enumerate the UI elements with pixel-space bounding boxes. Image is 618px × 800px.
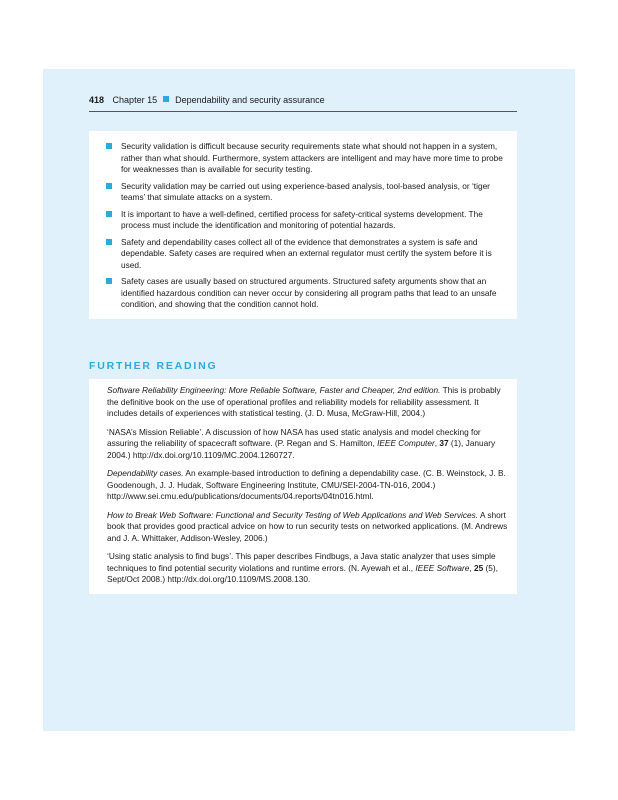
further-reading-box: [89, 379, 517, 594]
bullet-square-icon: [106, 143, 112, 149]
bullet-square-icon: [106, 278, 112, 284]
reading-entry: ‘NASA’s Mission Reliable’. A discussion of how NASA has used static analysis and model checking for assuring the reliability of spacecraft software. (P. Regan and S. Hamilton, IEEE Computer, 37 (1), January 2004.) http://dx.doi.org/10.1109/MC.2004.1260727.: [107, 426, 496, 460]
key-point: Security validation is difficult because security requirements state what should not happen in a system, rather than what should. Furthermore, system attackers are intelligent and may have more time to probe for weaknesses than is available for security testing.: [106, 141, 509, 176]
key-point: It is important to have a well-defined, certified process for safety-critical systems development. The process must include the identification and monitoring of potential hazards.: [106, 209, 509, 232]
book-page: [43, 69, 575, 731]
bullet-square-icon: [106, 211, 112, 217]
key-points-box: [89, 131, 517, 319]
reading-entry: How to Break Web Software: Functional and Security Testing of Web Applications and Web Services. A short book that provides good practical advice on how to run security tests on networked applications. (M. Andrews and J. A. Whittaker, Addison-Wesley, 2006.): [107, 509, 508, 543]
key-point: Safety cases are usually based on structured arguments. Structured safety arguments show that an identified hazardous condition can never occur by considering all program paths that lead to an unsafe condition, and showing that the condition cannot hold.: [106, 276, 509, 311]
reading-entry: Dependability cases. An example-based introduction to defining a dependability case. (C. B. Weinstock, J. B. Goodenough, J. J. Hudak, Software Engineering Institute, CMU/SEI-2004-TN-016, 2004.) http://www.sei.cmu.edu/publications/documents/04.reports/04tn016.html.: [107, 468, 506, 501]
bullet-square-icon: [106, 239, 112, 245]
chapter-title: Dependability and security assurance: [175, 95, 325, 105]
chapter-label: Chapter 15: [112, 95, 158, 105]
running-header: [89, 95, 517, 112]
bullet-square-icon: [106, 183, 112, 189]
further-reading-heading: FURTHER READING: [89, 360, 218, 372]
header-square-icon: [163, 96, 169, 102]
key-point: Security validation may be carried out using experience-based analysis, tool-based analysis, or ‘tiger teams’ that simulate attacks on a system.: [106, 181, 509, 204]
key-point: Safety and dependability cases collect all of the evidence that demonstrates a system is safe and dependable. Safety cases are required when an external regulator must certify the system before it is used.: [106, 237, 509, 272]
reading-entry: Software Reliability Engineering: More Reliable Software, Faster and Cheaper, 2nd edition. This is probably the definitive book on the use of operational profiles and reliability models for reliability assessment. It includes details of experiences with statistical testing. (J. D. Musa, McGraw-Hill, 2004.): [107, 385, 501, 418]
page-number: 418: [89, 95, 105, 105]
reading-entry: ‘Using static analysis to find bugs’. This paper describes Findbugs, a Java static analyzer that uses simple techniques to find potential security violations and runtime errors. (N. Ayewah et al., IEEE Software, 25 (5), Sept/Oct 2008.) http://dx.doi.org/10.1109/MS.2008.130.: [107, 551, 498, 584]
